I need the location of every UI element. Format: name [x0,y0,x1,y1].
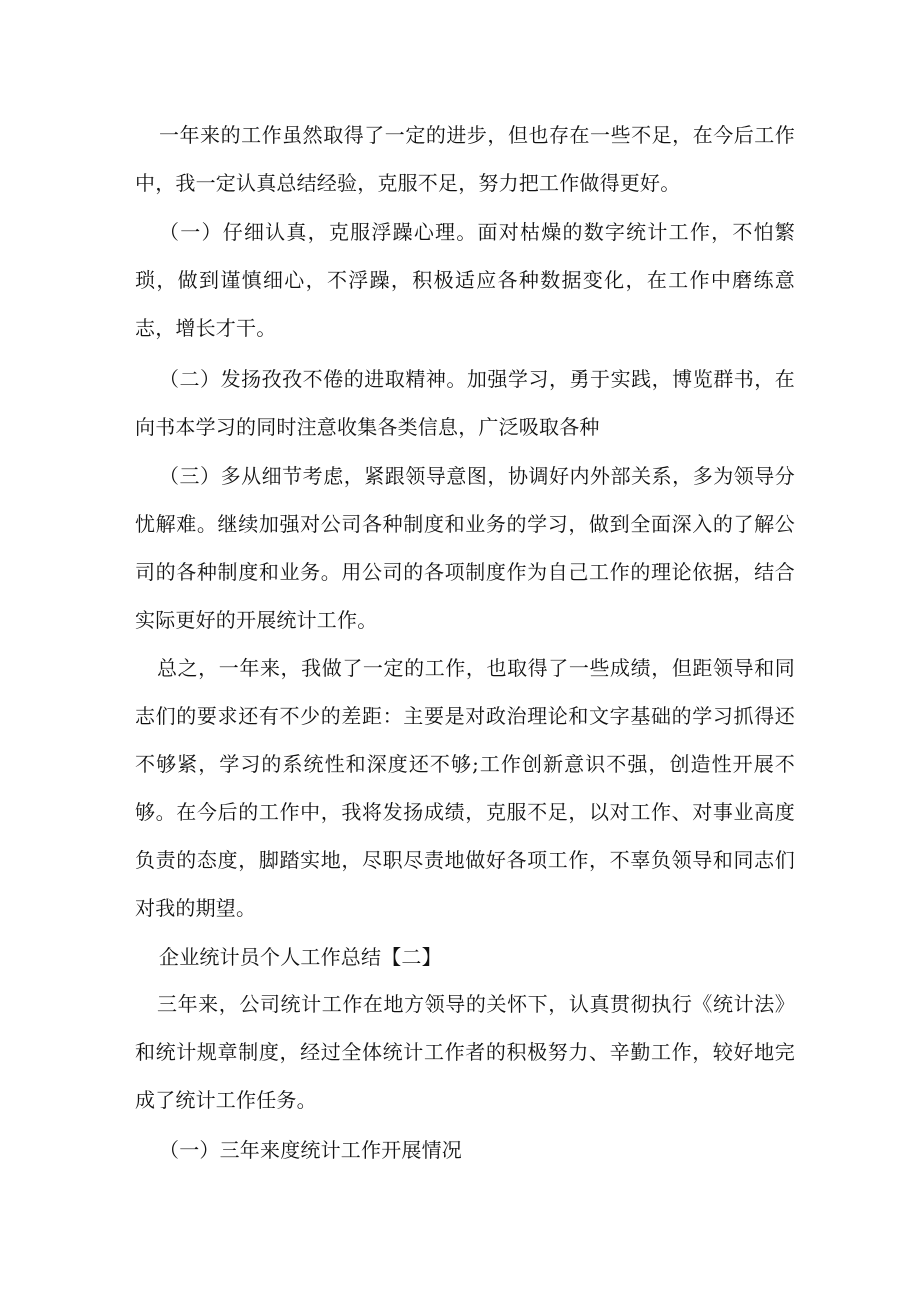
paragraph-item-two: （二）发扬孜孜不倦的进取精神。加强学习，勇于实践，博览群书，在向书本学习的同时注意收集各类信息，广泛吸取各种 [135,367,795,439]
section-heading-two: 企业统计员个人工作总结【二】 [159,945,442,969]
paragraph-item-three: （三）多从细节考虑，紧跟领导意图，协调好内外部关系，多为领导分忧解难。继续加强对公司各种制度和业务的学习，做到全面深入的了解公司的各种制度和业务。用公司的各项制度作为自己工作的理论依据，结合实际更好的开展统计工作。 [135,464,795,632]
subheading-work-status: （一）三年来度统计工作开展情况 [159,1138,462,1162]
paragraph-improvement: 一年来的工作虽然取得了一定的进步，但也存在一些不足，在今后工作中，我一定认真总结经验，克服不足，努力把工作做得更好。 [135,123,795,195]
paragraph-summary: 总之，一年来，我做了一定的工作，也取得了一些成绩，但距领导和同志们的要求还有不少的差距：主要是对政治理论和文字基础的学习抓得还不够紧，学习的系统性和深度还不够;工作创新意识不强，创造性开展不够。在今后的工作中，我将发扬成绩，克服不足，以对工作、对事业高度负责的态度，脚踏实地，尽职尽责地做好各项工作，不辜负领导和同志们对我的期望。 [135,656,795,920]
paragraph-three-years: 三年来，公司统计工作在地方领导的关怀下，认真贯彻执行《统计法》和统计规章制度，经过全体统计工作者的积极努力、辛勤工作，较好地完成了统计工作任务。 [135,992,795,1112]
paragraph-item-one: （一）仔细认真，克服浮躁心理。面对枯燥的数字统计工作，不怕繁琐，做到谨慎细心，不浮躁，积极适应各种数据变化，在工作中磨练意志，增长才干。 [135,220,795,340]
